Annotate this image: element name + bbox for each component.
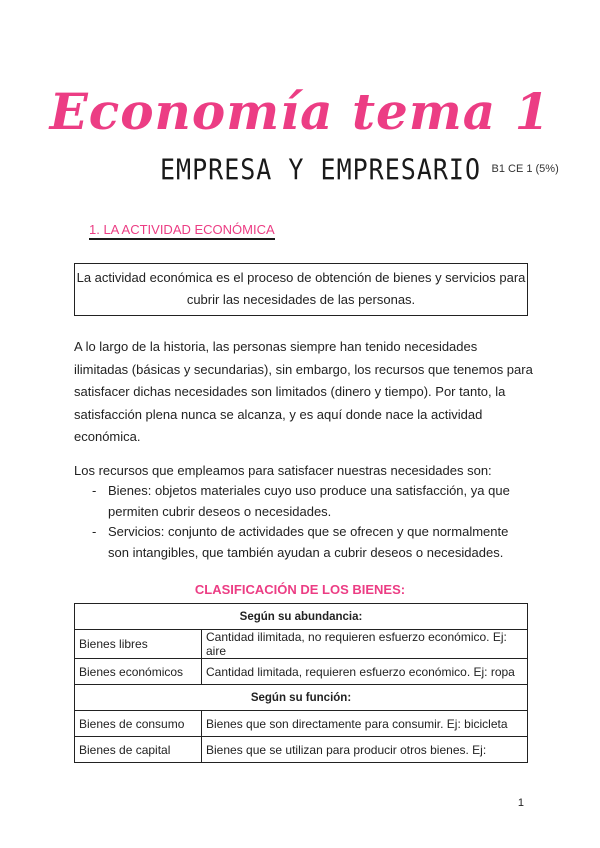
list-item-servicios: - Servicios: conjunto de actividades que se ofrecen y que normalmente son intangibles, que también ayudan a cubrir deseos o necesidades. — [92, 522, 532, 563]
table-row — [75, 711, 528, 737]
paragraph-history: A lo largo de la historia, las personas siempre han tenido necesidades ilimitadas (básicas y secundarias), sin embargo, los recursos que tenemos para satisfacer dichas necesidades son limitados (dinero y tiempo). Por tanto, la satisfacción plena nunca se alcanza, y es aquí donde nace la actividad económica. — [74, 339, 533, 444]
row-description: Cantidad ilimitada, no requieren esfuerzo económico. Ej: aire — [202, 630, 528, 659]
row-name: Bienes libres — [75, 630, 202, 659]
document-subtitle: EMPRESA Y EMPRESARIO — [160, 152, 482, 187]
group-header-abundancia: Según su abundancia: — [75, 604, 528, 630]
resources-list — [92, 481, 532, 563]
page-number: 1 — [517, 797, 524, 809]
subtitle-note: B1 CE 1 (5%) — [491, 163, 559, 175]
classification-table — [74, 603, 528, 763]
table-title: CLASIFICACIÓN DE LOS BIENES: — [194, 582, 406, 597]
document-title: Economía tema 1 — [49, 82, 551, 141]
subtitle-row — [160, 152, 559, 187]
table-row — [75, 659, 528, 685]
group-header-funcion: Según su función: — [75, 685, 528, 711]
definition-box: La actividad económica es el proceso de obtención de bienes y servicios para cubrir las necesidades de las personas. — [74, 263, 528, 316]
table-row — [75, 630, 528, 659]
table-group-header — [75, 604, 528, 630]
row-description: Bienes que se utilizan para producir otros bienes. Ej: — [202, 737, 528, 763]
row-name: Bienes económicos — [75, 659, 202, 685]
paragraph-resources: Los recursos que empleamos para satisfacer nuestras necesidades son: — [74, 463, 492, 478]
table-row — [75, 737, 528, 763]
row-description: Cantidad limitada, requieren esfuerzo económico. Ej: ropa — [202, 659, 528, 685]
table-group-header — [75, 685, 528, 711]
row-name: Bienes de capital — [75, 737, 202, 763]
list-item-bienes: - Bienes: objetos materiales cuyo uso produce una satisfacción, ya que permiten cubrir deseos o necesidades. — [92, 481, 532, 522]
row-name: Bienes de consumo — [75, 711, 202, 737]
row-description: Bienes que son directamente para consumir. Ej: bicicleta — [202, 711, 528, 737]
section-heading: 1. LA ACTIVIDAD ECONÓMICA — [89, 222, 275, 240]
